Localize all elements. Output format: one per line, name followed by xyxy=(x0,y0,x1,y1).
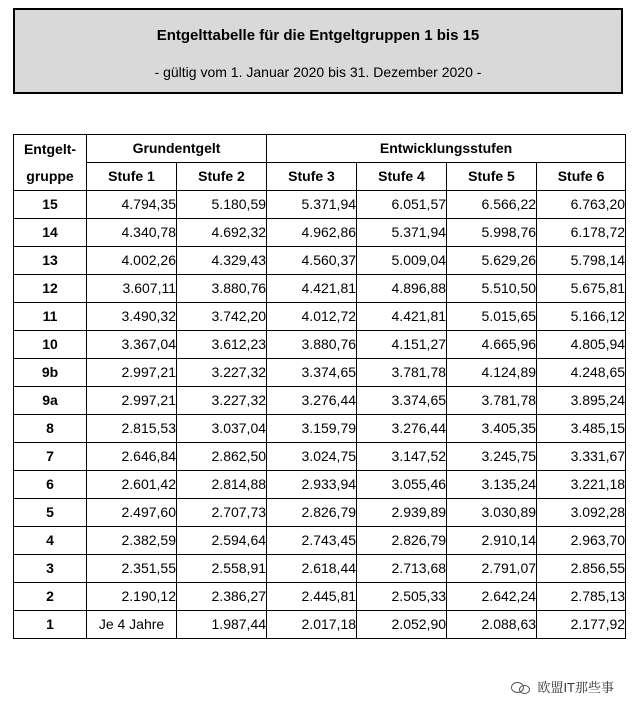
group-cell: 7 xyxy=(14,443,87,471)
group-cell: 2 xyxy=(14,583,87,611)
group-cell: 10 xyxy=(14,331,87,359)
group-cell: 12 xyxy=(14,275,87,303)
value-cell: 1.987,44 xyxy=(177,611,267,639)
value-cell: 3.227,32 xyxy=(177,359,267,387)
value-cell: 6.178,72 xyxy=(537,219,626,247)
value-cell: 3.612,23 xyxy=(177,331,267,359)
value-cell: 2.743,45 xyxy=(267,527,357,555)
table-row xyxy=(14,303,626,331)
table-row xyxy=(14,583,626,611)
group-cell: 6 xyxy=(14,471,87,499)
value-cell: 5.371,94 xyxy=(357,219,447,247)
value-cell: 5.009,04 xyxy=(357,247,447,275)
value-cell: 3.030,89 xyxy=(447,499,537,527)
value-cell: 4.329,43 xyxy=(177,247,267,275)
group-cell: 9a xyxy=(14,387,87,415)
value-cell: 2.505,33 xyxy=(357,583,447,611)
stufe-header: Stufe 2 xyxy=(177,163,267,191)
value-cell: 4.560,37 xyxy=(267,247,357,275)
value-cell: 3.276,44 xyxy=(357,415,447,443)
value-cell: 2.351,55 xyxy=(87,555,177,583)
table-row xyxy=(14,359,626,387)
stufe-header: Stufe 4 xyxy=(357,163,447,191)
value-cell: 4.692,32 xyxy=(177,219,267,247)
value-cell: 3.367,04 xyxy=(87,331,177,359)
group-cell: 3 xyxy=(14,555,87,583)
value-cell: 2.997,21 xyxy=(87,387,177,415)
value-cell: 3.245,75 xyxy=(447,443,537,471)
value-cell: 2.826,79 xyxy=(267,499,357,527)
group-cell: 9b xyxy=(14,359,87,387)
value-cell: 3.135,24 xyxy=(447,471,537,499)
value-cell: 3.490,32 xyxy=(87,303,177,331)
value-cell: 2.910,14 xyxy=(447,527,537,555)
value-cell: 2.862,50 xyxy=(177,443,267,471)
value-cell: 5.998,76 xyxy=(447,219,537,247)
value-cell: 4.665,96 xyxy=(447,331,537,359)
value-cell: 5.166,12 xyxy=(537,303,626,331)
value-cell: 2.558,91 xyxy=(177,555,267,583)
value-cell: 4.794,35 xyxy=(87,191,177,219)
table-row xyxy=(14,275,626,303)
value-cell: 3.227,32 xyxy=(177,387,267,415)
value-cell: 2.052,90 xyxy=(357,611,447,639)
value-cell: 4.248,65 xyxy=(537,359,626,387)
value-cell: 5.015,65 xyxy=(447,303,537,331)
value-cell: 2.088,63 xyxy=(447,611,537,639)
value-cell: 2.713,68 xyxy=(357,555,447,583)
value-cell: 2.997,21 xyxy=(87,359,177,387)
value-cell: 4.012,72 xyxy=(267,303,357,331)
table-row xyxy=(14,471,626,499)
value-cell: 3.781,78 xyxy=(447,387,537,415)
value-cell: 6.051,57 xyxy=(357,191,447,219)
group-column-header xyxy=(14,135,87,191)
value-cell: 3.276,44 xyxy=(267,387,357,415)
stufe-header: Stufe 3 xyxy=(267,163,357,191)
page-title: Entgelttabelle für die Entgeltgruppen 1 bis 15 xyxy=(156,27,480,44)
value-cell: 2.856,55 xyxy=(537,555,626,583)
value-cell: 2.190,12 xyxy=(87,583,177,611)
value-cell: 3.159,79 xyxy=(267,415,357,443)
entwicklungsstufen-header: Entwicklungsstufen xyxy=(267,135,626,163)
value-cell: 3.895,24 xyxy=(537,387,626,415)
table-row xyxy=(14,611,626,639)
wechat-icon xyxy=(511,680,531,694)
value-cell: 3.374,65 xyxy=(267,359,357,387)
value-cell: 2.933,94 xyxy=(267,471,357,499)
value-cell: 3.880,76 xyxy=(177,275,267,303)
value-cell: 2.594,64 xyxy=(177,527,267,555)
value-cell: 5.510,50 xyxy=(447,275,537,303)
group-header-label: Entgelt- gruppe xyxy=(23,140,77,184)
group-cell: 14 xyxy=(14,219,87,247)
value-cell: 2.017,18 xyxy=(267,611,357,639)
value-cell: 2.707,73 xyxy=(177,499,267,527)
value-cell: 4.340,78 xyxy=(87,219,177,247)
value-cell: 2.791,07 xyxy=(447,555,537,583)
stufen-header-row xyxy=(14,163,626,191)
value-cell: 4.421,81 xyxy=(357,303,447,331)
value-cell: 5.798,14 xyxy=(537,247,626,275)
value-cell: 3.742,20 xyxy=(177,303,267,331)
group-cell: 15 xyxy=(14,191,87,219)
value-cell: 3.405,35 xyxy=(447,415,537,443)
value-cell: 3.055,46 xyxy=(357,471,447,499)
group-cell: 4 xyxy=(14,527,87,555)
value-cell: 2.445,81 xyxy=(267,583,357,611)
group-cell: 5 xyxy=(14,499,87,527)
value-cell: 5.629,26 xyxy=(447,247,537,275)
table-row xyxy=(14,499,626,527)
value-cell: 4.805,94 xyxy=(537,331,626,359)
value-cell: 5.180,59 xyxy=(177,191,267,219)
group-cell: 8 xyxy=(14,415,87,443)
value-cell: 3.024,75 xyxy=(267,443,357,471)
grundentgelt-header: Grundentgelt xyxy=(87,135,267,163)
table-row xyxy=(14,443,626,471)
group-cell: 1 xyxy=(14,611,87,639)
value-cell: 3.781,78 xyxy=(357,359,447,387)
value-cell: 4.151,27 xyxy=(357,331,447,359)
table-row xyxy=(14,527,626,555)
value-cell: 5.675,81 xyxy=(537,275,626,303)
watermark-text: 欧盟IT那些事 xyxy=(537,680,614,695)
salary-table xyxy=(13,134,626,639)
table-row xyxy=(14,219,626,247)
value-cell: 2.939,89 xyxy=(357,499,447,527)
page-subtitle: - gültig vom 1. Januar 2020 bis 31. Dezember 2020 - xyxy=(154,64,482,80)
stufe-header: Stufe 5 xyxy=(447,163,537,191)
value-cell: 2.815,53 xyxy=(87,415,177,443)
value-cell: 3.374,65 xyxy=(357,387,447,415)
value-cell: 3.037,04 xyxy=(177,415,267,443)
group-cell: 13 xyxy=(14,247,87,275)
value-cell: 3.331,67 xyxy=(537,443,626,471)
value-cell: 2.814,88 xyxy=(177,471,267,499)
table-row xyxy=(14,415,626,443)
value-cell: 2.497,60 xyxy=(87,499,177,527)
table-row xyxy=(14,555,626,583)
value-cell: 6.566,22 xyxy=(447,191,537,219)
value-cell: 2.646,84 xyxy=(87,443,177,471)
value-cell: 2.177,92 xyxy=(537,611,626,639)
value-cell: 4.124,89 xyxy=(447,359,537,387)
value-cell: 2.785,13 xyxy=(537,583,626,611)
table-row xyxy=(14,247,626,275)
value-cell: 4.421,81 xyxy=(267,275,357,303)
value-cell: 2.642,24 xyxy=(447,583,537,611)
value-cell: 3.092,28 xyxy=(537,499,626,527)
group-cell: 11 xyxy=(14,303,87,331)
watermark xyxy=(511,677,614,696)
value-cell: 4.002,26 xyxy=(87,247,177,275)
value-cell: 5.371,94 xyxy=(267,191,357,219)
value-cell: 4.896,88 xyxy=(357,275,447,303)
value-cell: 2.963,70 xyxy=(537,527,626,555)
value-cell: 2.618,44 xyxy=(267,555,357,583)
table-row xyxy=(14,191,626,219)
table-row xyxy=(14,387,626,415)
value-cell: 2.386,27 xyxy=(177,583,267,611)
value-cell: 4.962,86 xyxy=(267,219,357,247)
value-cell: 2.601,42 xyxy=(87,471,177,499)
title-box xyxy=(13,8,623,94)
stufe-header: Stufe 6 xyxy=(537,163,626,191)
value-cell: 3.607,11 xyxy=(87,275,177,303)
value-cell: 3.880,76 xyxy=(267,331,357,359)
value-cell: 2.382,59 xyxy=(87,527,177,555)
value-cell: 6.763,20 xyxy=(537,191,626,219)
table-row xyxy=(14,331,626,359)
table-body xyxy=(14,191,626,639)
value-cell: 2.826,79 xyxy=(357,527,447,555)
stufe-header: Stufe 1 xyxy=(87,163,177,191)
value-cell: 3.147,52 xyxy=(357,443,447,471)
value-cell: 3.485,15 xyxy=(537,415,626,443)
note-cell: Je 4 Jahre xyxy=(87,611,177,639)
value-cell: 3.221,18 xyxy=(537,471,626,499)
